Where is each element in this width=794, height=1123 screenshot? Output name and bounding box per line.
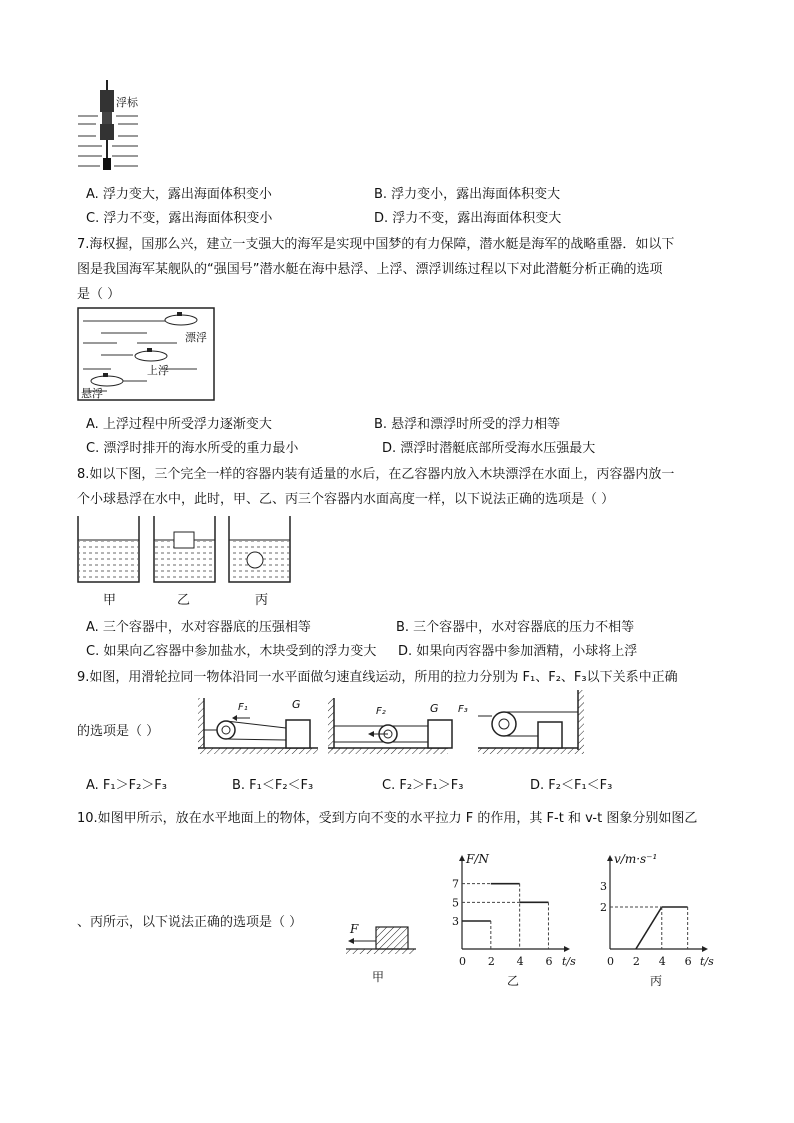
y-tick-label: 3	[600, 880, 607, 893]
block	[376, 927, 408, 949]
velocity-segment-1	[636, 907, 662, 949]
q8-option-b[interactable]: B. 三个容器中，水对容器底的压力不相等	[396, 620, 635, 635]
label-g1: G	[292, 698, 301, 711]
q9-pulley-figure	[188, 688, 598, 768]
x-tick-label: 2	[632, 955, 640, 968]
q10-block-figure	[342, 915, 422, 985]
label-f1: F₁	[238, 702, 248, 713]
x-axis-arrow	[564, 946, 570, 952]
caption-jia: 甲	[372, 970, 385, 984]
q10-stem-line2: 、丙所示，以下说法正确的选项是（ ）	[77, 915, 303, 930]
q7-option-d[interactable]: D. 漂浮时潜艇底部所受海水压强最大	[382, 441, 596, 456]
label-rise: 上浮	[147, 364, 169, 377]
label-bing: 丙	[255, 593, 269, 608]
q8-containers-figure	[77, 514, 307, 614]
x-tick-label: 0	[607, 955, 614, 968]
x-tick-label: 4	[658, 955, 666, 968]
q9-stem-line1: 9.如图，用滑轮拉同一物体沿同一水平面做匀速直线运动，所用的拉力分别为 F₁、F₂、F₃以下关系中正确	[77, 670, 678, 685]
submarine-float-icon	[165, 312, 197, 325]
float-label: 浮标	[116, 96, 138, 109]
label-g2: G	[430, 702, 439, 715]
q6-option-d[interactable]: D. 浮力不变，露出海面体积变大	[374, 211, 562, 226]
q6-option-a[interactable]: A. 浮力变大，露出海面体积变小	[86, 187, 272, 202]
chart-caption: 丙	[650, 974, 663, 988]
x-axis-arrow	[702, 946, 708, 952]
label-float: 漂浮	[185, 331, 207, 344]
x-tick-label: 2	[487, 955, 495, 968]
q8-option-c[interactable]: C. 如果向乙容器中参加盐水，木块受到的浮力变大	[86, 644, 377, 659]
container-yi	[154, 516, 215, 582]
y-axis-label: v/m·s⁻¹	[614, 852, 658, 866]
y-tick-label: 2	[600, 901, 607, 914]
x-axis-label: t/s	[562, 955, 576, 968]
q8-option-d[interactable]: D. 如果向丙容器中参加酒精，小球将上浮	[398, 644, 638, 659]
q9-option-b[interactable]: B. F₁＜F₂＜F₃	[232, 778, 314, 793]
q9-option-c[interactable]: C. F₂＞F₁＞F₃	[382, 778, 464, 793]
q7-option-a[interactable]: A. 上浮过程中所受浮力逐渐变大	[86, 417, 272, 432]
force-label: F	[350, 922, 359, 936]
q8-stem-line1: 8.如以下图，三个完全一样的容器内装有适量的水后，在乙容器内放入木块漂浮在水面上，丙容器内放一	[77, 467, 675, 482]
v-t-chart	[594, 845, 724, 995]
float-figure	[74, 76, 194, 186]
label-suspend: 悬浮	[81, 387, 103, 400]
y-axis-label: F/N	[466, 852, 489, 866]
y-tick-label: 3	[452, 915, 459, 928]
label-yi: 乙	[177, 593, 191, 608]
y-axis-arrow	[607, 855, 613, 861]
x-tick-label: 0	[459, 955, 466, 968]
q7-stem-line1: 7.海权握，国那么兴，建立一支强大的海军是实现中国梦的有力保障，潜水艇是海军的战略重器．如以下	[77, 237, 675, 252]
f-t-chart	[446, 845, 586, 995]
q9-stem-line2: 的选项是（ ）	[77, 724, 160, 739]
label-jia: 甲	[103, 593, 117, 608]
x-axis-label: t/s	[700, 955, 714, 968]
q9-option-d[interactable]: D. F₂＜F₁＜F₃	[530, 778, 613, 793]
label-f2: F₂	[376, 706, 386, 717]
q6-option-c[interactable]: C. 浮力不变，露出海面体积变小	[86, 211, 273, 226]
submarine-rise-icon	[135, 348, 167, 361]
q7-option-c[interactable]: C. 漂浮时排开的海水所受的重力最小	[86, 441, 299, 456]
q8-stem-line2: 个小球悬浮在水中，此时，甲、乙、丙三个容器内水面高度一样，以下说法正确的选项是（ ）	[77, 492, 615, 507]
q7-option-b[interactable]: B. 悬浮和漂浮时所受的浮力相等	[374, 417, 561, 432]
q8-option-a[interactable]: A. 三个容器中，水对容器底的压强相等	[86, 620, 311, 635]
label-f3: F₃	[458, 704, 468, 715]
pulley-setup-3	[478, 690, 584, 754]
chart-caption: 乙	[507, 974, 520, 988]
wood-block	[174, 532, 194, 548]
q7-stem-line3: 是（ ）	[77, 287, 121, 302]
q9-option-a[interactable]: A. F₁＞F₂＞F₃	[86, 778, 167, 793]
q7-submarine-figure	[77, 307, 217, 403]
q7-stem-line2: 图是我国海军某舰队的“强国号”潜水艇在海中悬浮、上浮、漂浮训练过程以下对此潜艇分析正确的选项	[77, 262, 663, 277]
q10-stem-line1: 10.如图甲所示，放在水平地面上的物体，受到方向不变的水平拉力 F 的作用，其 F-t 和 v-t 图象分别如图乙	[77, 811, 698, 826]
x-tick-label: 6	[684, 955, 692, 968]
y-tick-label: 5	[452, 896, 459, 910]
x-tick-label: 6	[545, 955, 553, 968]
small-ball	[247, 552, 263, 568]
y-tick-label: 7	[452, 877, 459, 891]
y-axis-arrow	[459, 855, 465, 861]
x-tick-label: 4	[516, 955, 524, 968]
q6-option-b[interactable]: B. 浮力变小，露出海面体积变大	[374, 187, 561, 202]
container-bing	[229, 516, 290, 582]
submarine-suspend-icon	[91, 373, 123, 386]
container-jia	[78, 516, 139, 582]
